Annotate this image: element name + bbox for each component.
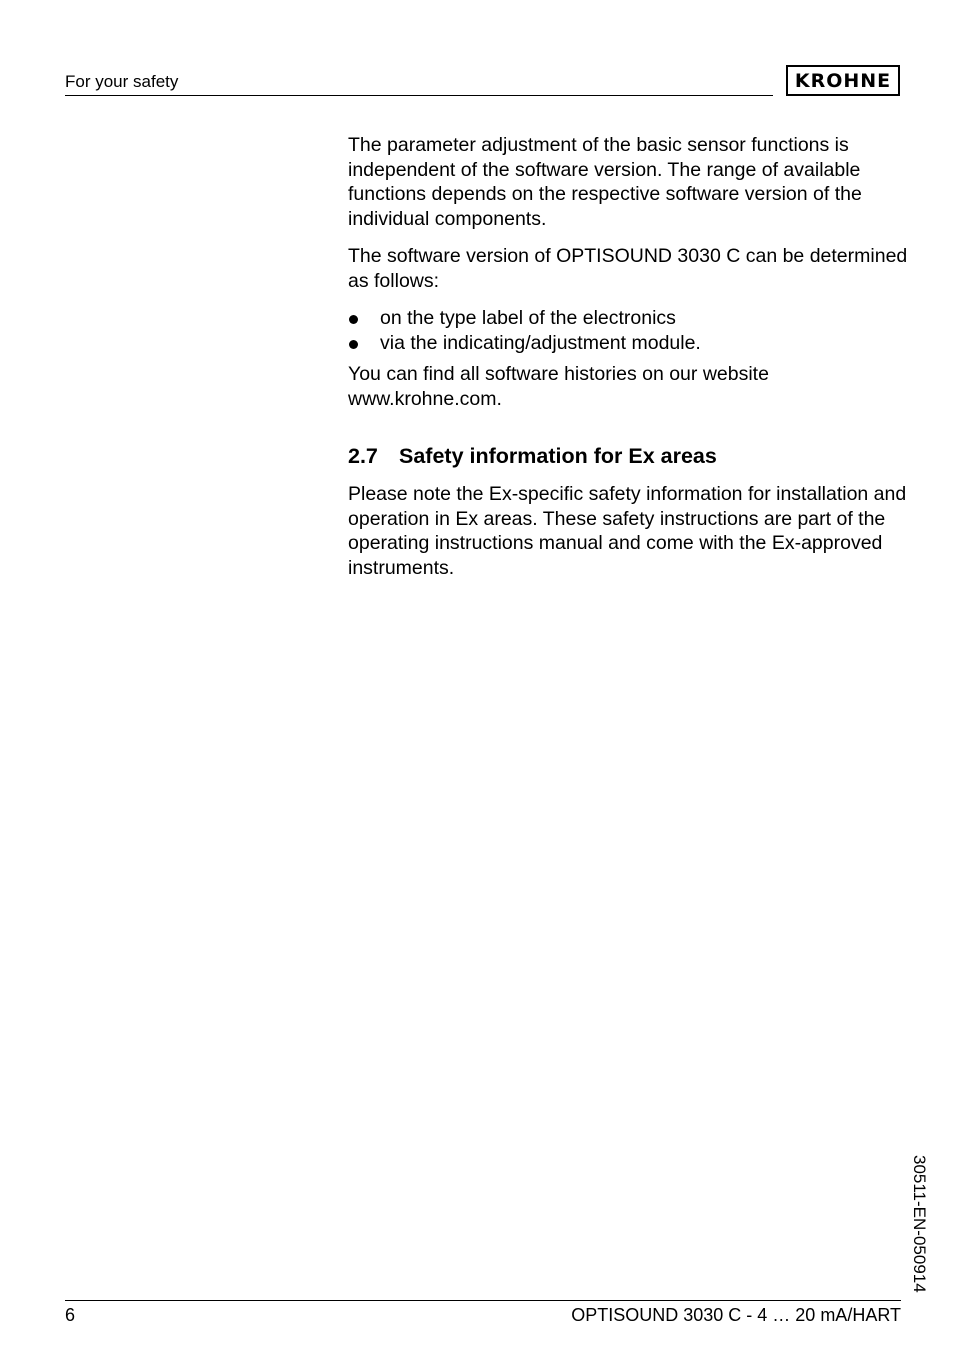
- bullet-list: [348, 306, 908, 356]
- paragraph-software-version-independence: The parameter adjustment of the basic sensor functions is independent of the software version. The range of available functions depends on the respective software version of the individual components.: [348, 134, 862, 230]
- page-number: 6: [65, 1305, 76, 1325]
- document-code-text: 30511-EN-050914: [910, 1155, 929, 1293]
- bullet-icon: [349, 315, 358, 324]
- list-item-text: on the type label of the electronics: [380, 307, 676, 329]
- main-content: [348, 133, 908, 593]
- paragraph-software-histories: You can find all software histories on our website www.krohne.com.: [348, 363, 769, 410]
- list-item: [348, 306, 908, 331]
- krohne-logo: [786, 65, 900, 96]
- section-title: Safety information for Ex areas: [399, 444, 717, 468]
- section-number: 2.7: [348, 444, 378, 468]
- section-heading: [348, 443, 908, 469]
- document-code: [907, 1155, 931, 1303]
- list-item: [348, 331, 908, 356]
- list-item-text: via the indicating/adjustment module.: [380, 332, 701, 354]
- paragraph-ex-safety: Please note the Ex-specific safety information for installation and operation in Ex areas. These safety instructions are part of the operating instructions manual and come with the Ex-approved instruments.: [348, 483, 907, 579]
- header-divider: [65, 95, 773, 96]
- footer-divider: [65, 1300, 901, 1301]
- logo-text: KROHNE: [794, 69, 892, 92]
- bullet-icon: [349, 340, 358, 349]
- running-header-section: For your safety: [65, 72, 179, 91]
- product-name: OPTISOUND 3030 C - 4 … 20 mA/HART: [571, 1305, 901, 1325]
- paragraph-software-version-determination: The software version of OPTISOUND 3030 C can be determined as follows:: [348, 245, 908, 292]
